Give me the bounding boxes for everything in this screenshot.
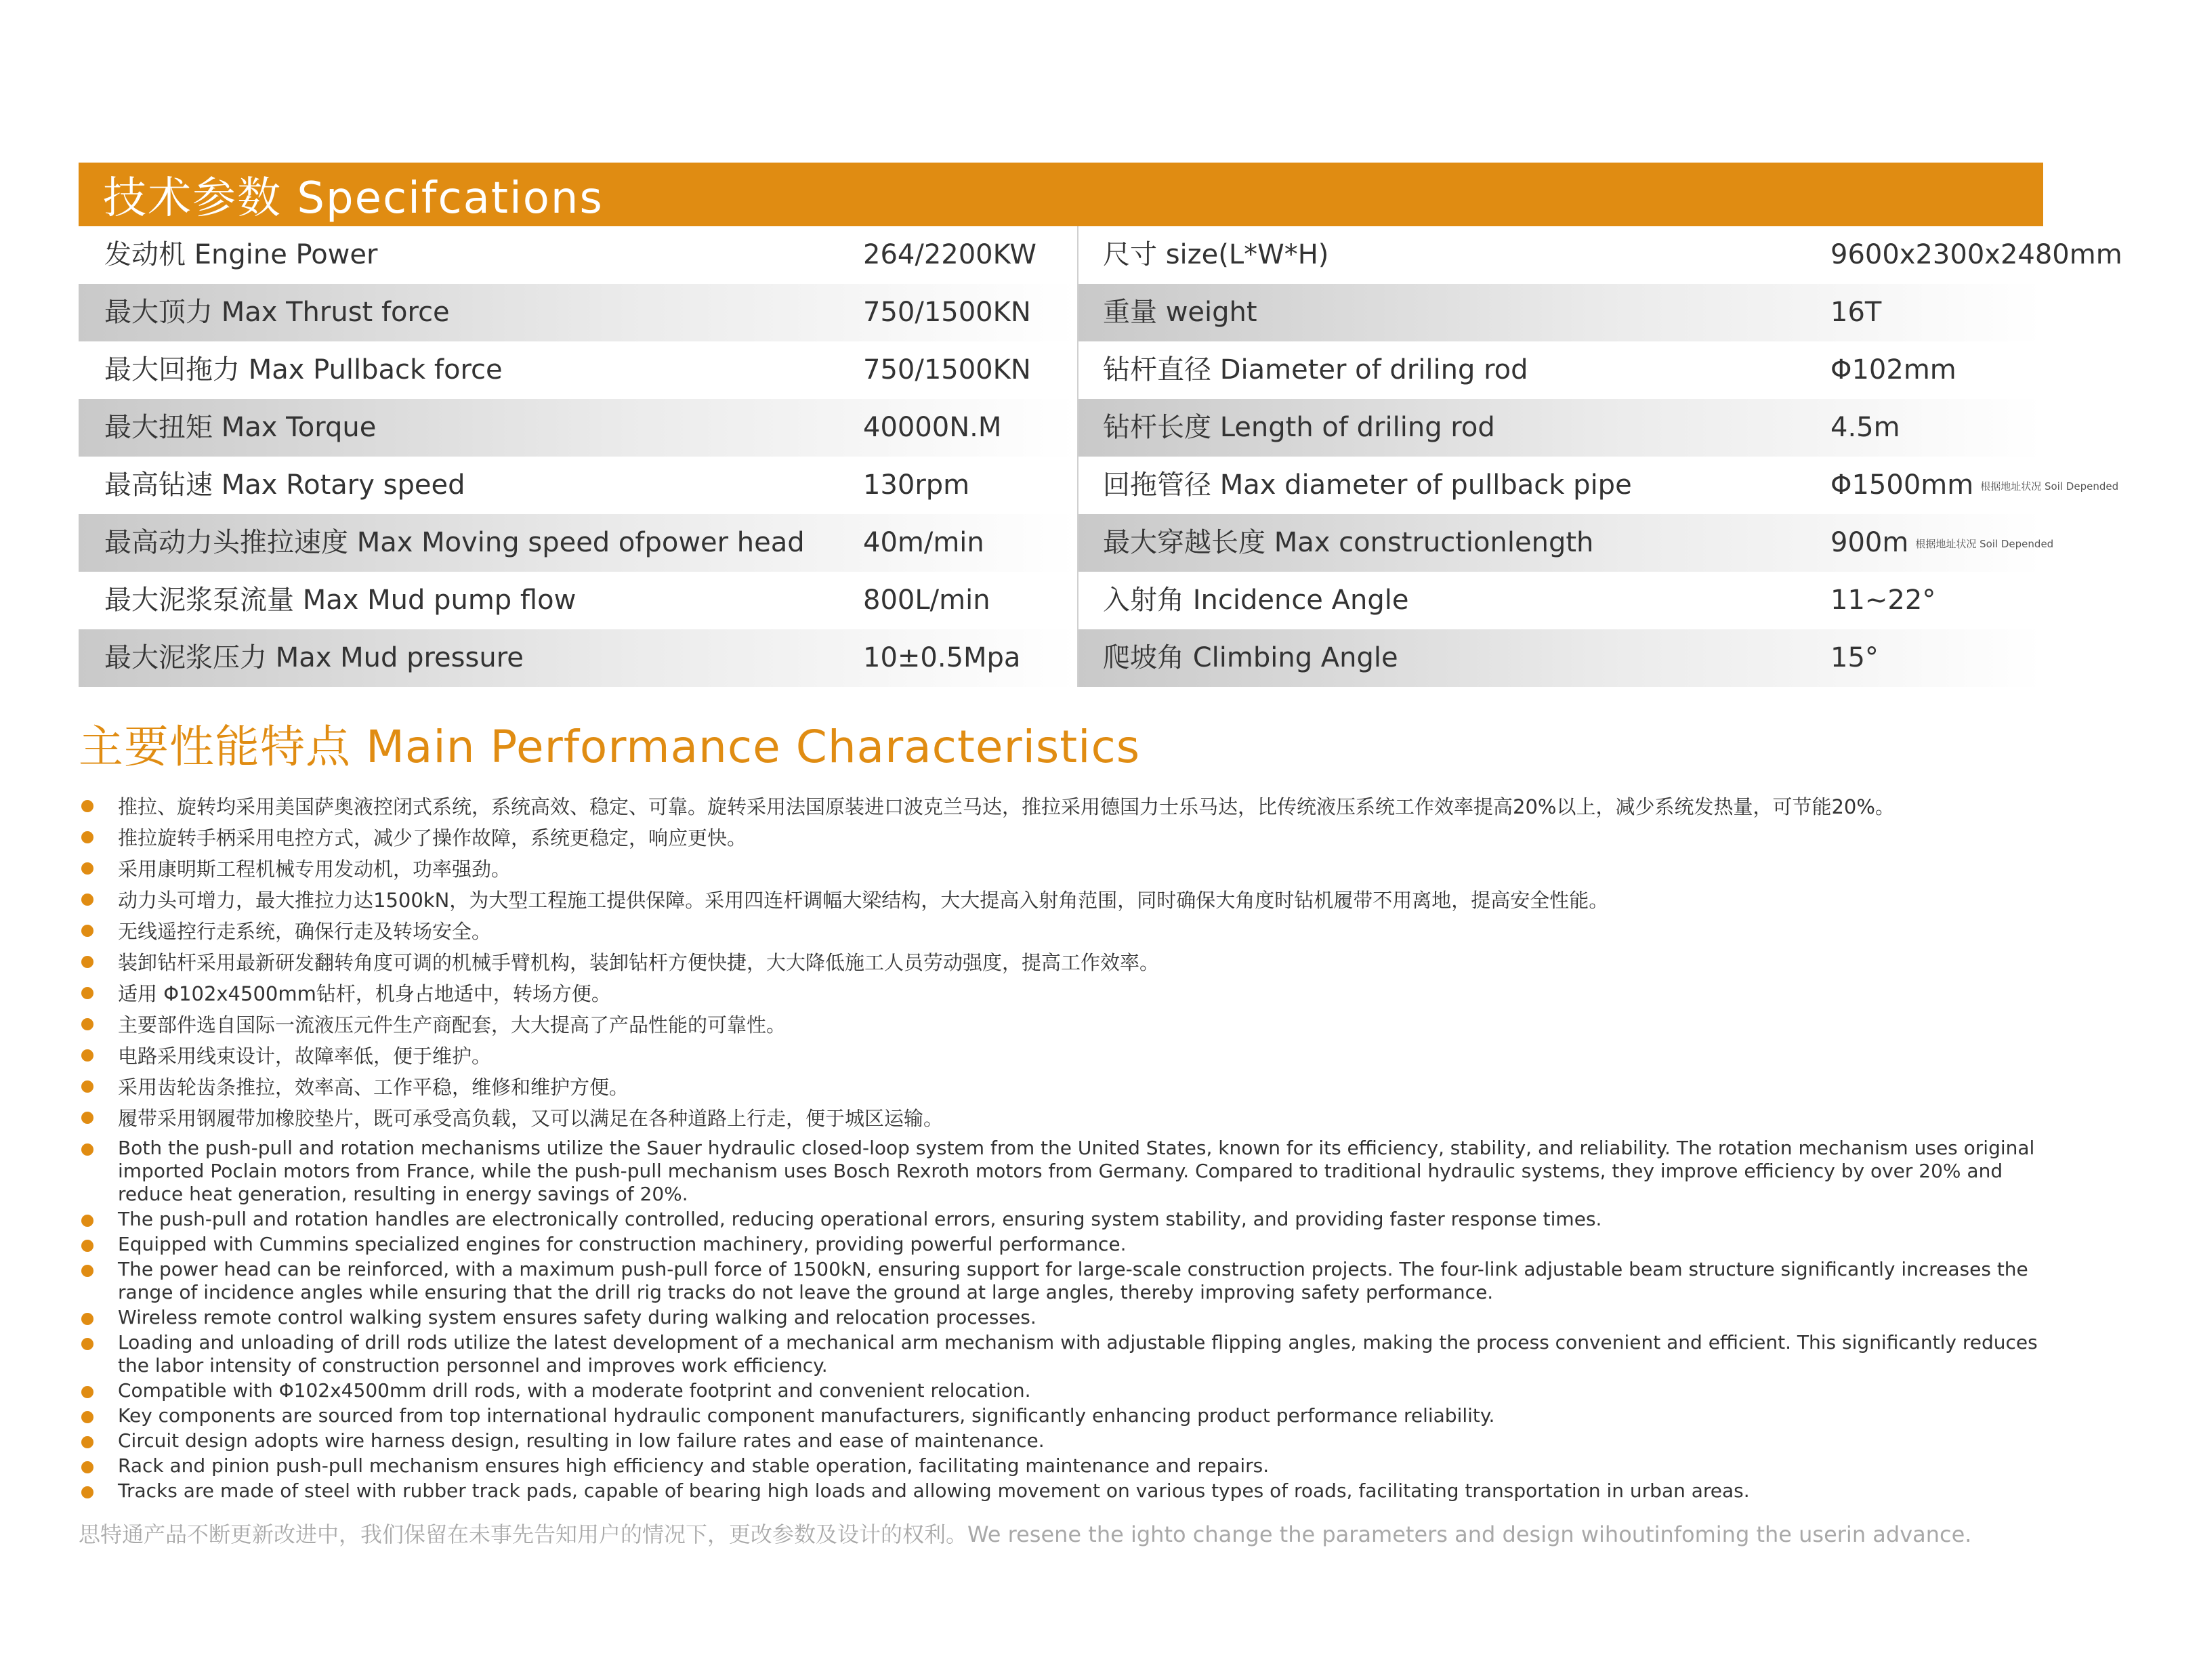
spec-value: 264/2200KW — [863, 239, 1036, 270]
spec-value: 11~22° — [1830, 585, 1936, 616]
spec-value: 10±0.5Mpa — [863, 642, 1021, 673]
list-item: Wireless remote control walking system ensures safety during walking and relocation processes. — [79, 1306, 2043, 1329]
spec-value: 40000N.M — [863, 412, 1002, 443]
list-item: Key components are sourced from top international hydraulic component manufacturers, significantly enhancing product performance reliability. — [79, 1404, 2043, 1427]
list-item: Loading and unloading of drill rods utilize the latest development of a mechanical arm mechanism with adjustable flipping angles, making the process convenient and efficient. This significantly reduces the labor intensity of construction personnel and improves work efficiency. — [79, 1331, 2043, 1377]
list-item: Tracks are made of steel with rubber track pads, capable of bearing high loads and allowing movement on various types of roads, facilitating transportation in urban areas. — [79, 1479, 2043, 1503]
spec-value: 16T — [1830, 297, 1882, 328]
list-item: 采用齿轮齿条推拉，效率高、工作平稳，维修和维护方便。 — [79, 1072, 2043, 1103]
spec-label: 爬坡角 Climbing Angle — [1103, 642, 1398, 673]
spec-value: 40m/min — [863, 527, 984, 558]
spec-note: 根据地址状况 Soil Depended — [1915, 537, 2054, 550]
spec-value: 15° — [1830, 642, 1879, 673]
spec-label: 最大扭矩 Max Torque — [104, 412, 377, 443]
spec-label: 最高动力头推拉速度 Max Moving speed ofpower head — [104, 527, 805, 558]
performance-title: 主要性能特点 Main Performance Characteristics — [79, 721, 1141, 773]
list-item: 采用康明斯工程机械专用发动机，功率强劲。 — [79, 854, 2043, 885]
list-item: 无线遥控行走系统，确保行走及转场安全。 — [79, 916, 2043, 947]
disclaimer-text: 思特通产品不断更新改进中，我们保留在未事先告知用户的情况下，更改参数及设计的权利。We resene the ighto change the parameters and design wihoutinfoming the userin advance. — [79, 1521, 1972, 1547]
spec-row — [79, 226, 2122, 284]
list-item: The power head can be reinforced, with a maximum push-pull force of 1500kN, ensuring support for large-scale construction projects. The four-link adjustable beam structure significantly increases the range of incidence angles while ensuring that the drill rig tracks do not leave the ground at large angles, thereby improving safety performance. — [79, 1258, 2043, 1304]
spec-label: 最大泥浆压力 Max Mud pressure — [104, 642, 524, 673]
spec-value: Φ102mm — [1830, 354, 1956, 385]
list-item: Equipped with Cummins specialized engines for construction machinery, providing powerful performance. — [79, 1233, 2043, 1256]
spec-note: 根据地址状况 Soil Depended — [1980, 480, 2119, 492]
spec-row — [79, 284, 2043, 341]
list-item: Both the push-pull and rotation mechanisms utilize the Sauer hydraulic closed-loop system from the United States, known for its efficiency, stability, and reliability. The rotation mechanism uses original imported Poclain motors from France, while the push-pull mechanism uses Bosch Rexroth motors from Germany. Compared to traditional hydraulic systems, they improve efficiency by over 20% and reduce heat generation, resulting in energy savings of 20%. — [79, 1137, 2043, 1206]
spec-value: 4.5m — [1830, 412, 1900, 443]
spec-label: 最大泥浆泵流量 Max Mud pump flow — [104, 585, 577, 616]
spec-label: 最大顶力 Max Thrust force — [104, 297, 450, 328]
list-item: Circuit design adopts wire harness design, resulting in low failure rates and ease of maintenance. — [79, 1429, 2043, 1452]
spec-row — [79, 341, 2043, 399]
list-item: Rack and pinion push-pull mechanism ensures high efficiency and stable operation, facilitating maintenance and repairs. — [79, 1454, 2043, 1477]
spec-label: 尺寸 size(L*W*H) — [1103, 239, 1329, 270]
spec-label: 发动机 Engine Power — [104, 239, 378, 270]
features-list-english — [79, 1137, 2043, 1505]
spec-row — [79, 514, 2054, 572]
list-item: 推拉、旋转均采用美国萨奥液控闭式系统，系统高效、稳定、可靠。旋转采用法国原装进口波克兰马达，推拉采用德国力士乐马达，比传统液压系统工作效率提高20%以上，减少系统发热量，可节能20%。 — [79, 791, 2043, 822]
list-item: 履带采用钢履带加橡胶垫片，既可承受高负载，又可以满足在各种道路上行走，便于城区运输。 — [79, 1103, 2043, 1134]
list-item: 适用 Φ102x4500mm钻杆，机身占地适中，转场方便。 — [79, 978, 2043, 1009]
spec-row — [79, 629, 2043, 687]
spec-label: 最高钻速 Max Rotary speed — [104, 469, 465, 501]
spec-label: 钻杆直径 Diameter of driling rod — [1103, 354, 1528, 385]
list-item: 推拉旋转手柄采用电控方式，减少了操作故障，系统更稳定，响应更快。 — [79, 822, 2043, 854]
list-item: The push-pull and rotation handles are electronically controlled, reducing operational errors, ensuring system stability, and providing faster response times. — [79, 1208, 2043, 1231]
list-item: 装卸钻杆采用最新研发翻转角度可调的机械手臂机构，装卸钻杆方便快捷，大大降低施工人员劳动强度，提高工作效率。 — [79, 947, 2043, 978]
specifications-header — [79, 163, 2043, 226]
spec-value: 750/1500KN — [863, 354, 1031, 385]
specifications-title: 技术参数 Specifcations — [103, 173, 604, 224]
spec-value: 900m 根据地址状况 Soil Depended — [1830, 527, 2054, 558]
spec-value: 130rpm — [863, 469, 970, 501]
spec-value: Φ1500mm 根据地址状况 Soil Depended — [1830, 469, 2119, 501]
spec-value: 800L/min — [863, 585, 990, 616]
list-item: 动力头可增力，最大推拉力达1500kN，为大型工程施工提供保障。采用四连杆调幅大梁结构，大大提高入射角范围，同时确保大角度时钻机履带不用离地，提高安全性能。 — [79, 885, 2043, 916]
spec-row — [79, 457, 2119, 514]
list-item: 主要部件选自国际一流液压元件生产商配套，大大提高了产品性能的可靠性。 — [79, 1009, 2043, 1041]
spec-value: 750/1500KN — [863, 297, 1031, 328]
spec-value: 9600x2300x2480mm — [1830, 239, 2122, 270]
spec-label: 钻杆长度 Length of driling rod — [1103, 412, 1495, 443]
list-item: 电路采用线束设计，故障率低，便于维护。 — [79, 1041, 2043, 1072]
features-list-chinese — [79, 791, 2043, 1134]
spec-label: 最大回拖力 Max Pullback force — [104, 354, 503, 385]
spec-table — [79, 226, 2122, 687]
spec-row — [79, 399, 2043, 457]
spec-label: 重量 weight — [1103, 297, 1257, 328]
spec-label: 入射角 Incidence Angle — [1103, 585, 1409, 616]
spec-row — [79, 572, 2043, 629]
spec-label: 回拖管径 Max diameter of pullback pipe — [1103, 469, 1632, 501]
spec-label: 最大穿越长度 Max constructionlength — [1103, 527, 1594, 558]
list-item: Compatible with Φ102x4500mm drill rods, with a moderate footprint and convenient relocation. — [79, 1379, 2043, 1402]
